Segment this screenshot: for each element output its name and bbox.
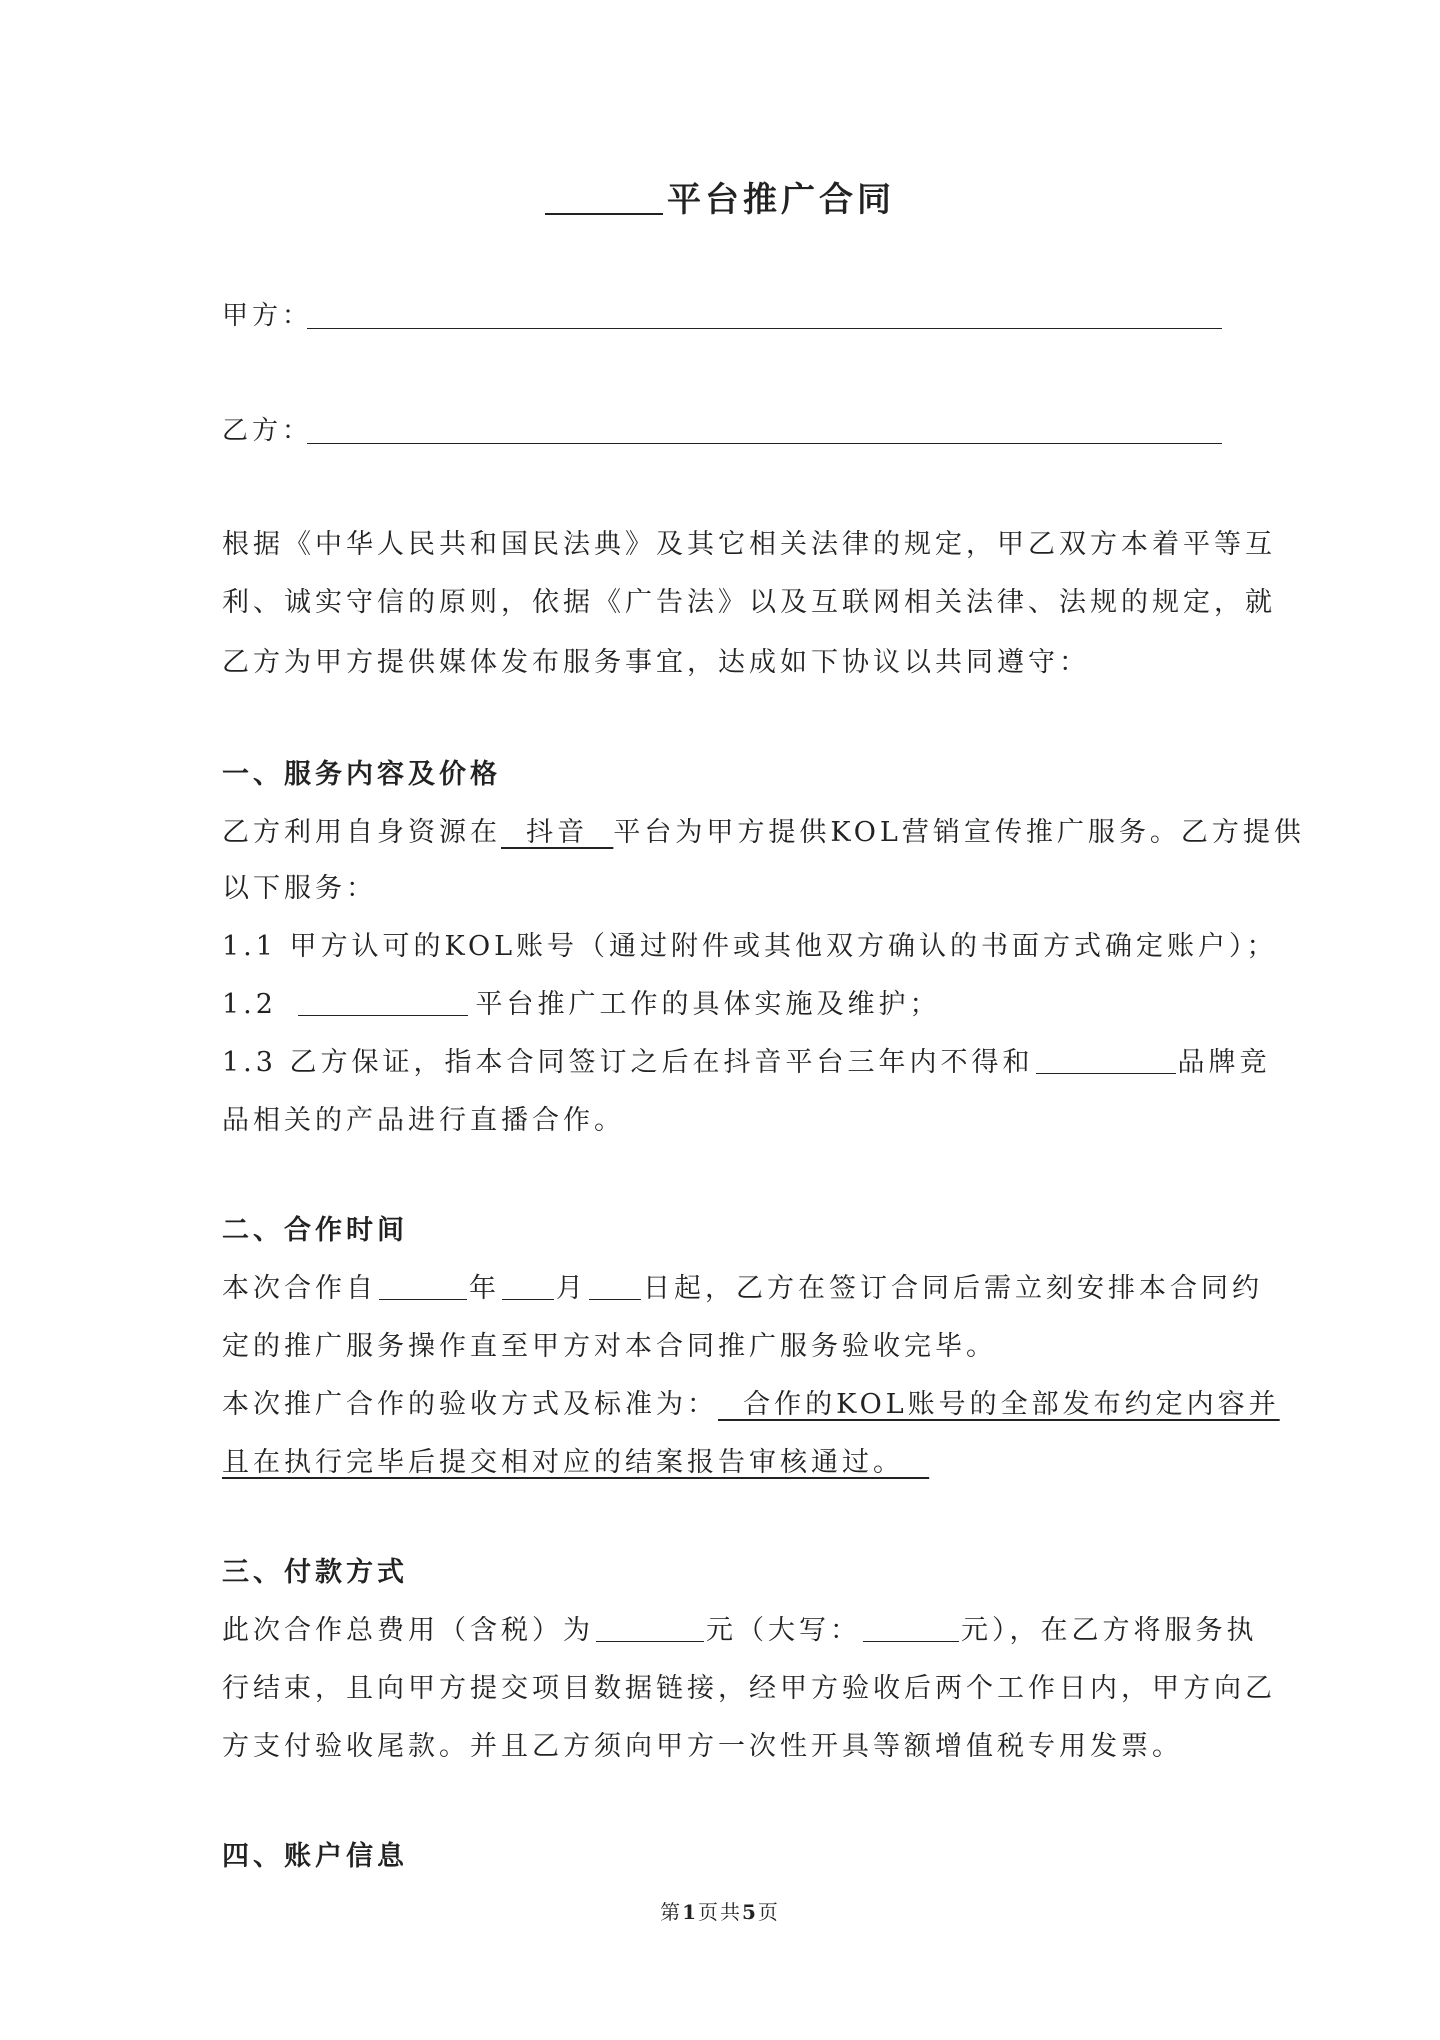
s1-item3-pre: 1.3 乙方保证，指本合同签订之后在抖音平台三年内不得和 — [222, 1047, 1034, 1078]
document-title — [0, 172, 1440, 221]
intro-line-1: 根据《中华人民共和国民法典》及其它相关法律的规定，甲乙双方本着平等互 — [222, 529, 1276, 560]
s1-item2-blank — [298, 987, 468, 1016]
footer-post: 页 — [757, 1900, 780, 1924]
s2-day-blank — [589, 1271, 641, 1300]
section-1-item-3 — [222, 1040, 1271, 1079]
s2-year-label: 年 — [469, 1273, 500, 1304]
s1-l1-post: 平台为甲方提供KOL营销宣传推广服务。乙方提供 — [613, 817, 1305, 848]
s1-platform-value: 抖音 — [501, 817, 614, 848]
title-text: 平台推广合同 — [667, 180, 895, 220]
section-1-item-1: 1.1 甲方认可的KOL账号（通过附件或其他双方确认的书面方式确定账户）； — [222, 931, 1278, 962]
s2-l1-d: 日起，乙方在签订合同后需立刻安排本合同约 — [643, 1273, 1263, 1304]
section-1-line-1 — [222, 810, 1305, 849]
section-3-line-3: 方支付验收尾款。并且乙方须向甲方一次性开具等额增值税专用发票。 — [222, 1731, 1183, 1762]
footer-pre: 第 — [660, 1900, 683, 1924]
section-1-line-2: 以下服务： — [222, 873, 377, 904]
section-1-heading: 一、服务内容及价格 — [222, 759, 501, 790]
s2-l3-pre: 本次推广合作的验收方式及标准为： — [222, 1389, 718, 1420]
title-blank — [545, 213, 663, 215]
footer-mid: 页共 — [698, 1900, 742, 1924]
intro-line-2: 利、诚实守信的原则，依据《广告法》以及互联网相关法律、法规的规定，就 — [222, 587, 1276, 618]
section-2-line-1 — [222, 1266, 1263, 1305]
page-footer — [0, 1896, 1440, 1925]
section-3-heading: 三、付款方式 — [222, 1557, 408, 1588]
party-b-label: 乙方： — [222, 416, 313, 446]
party-a-line — [307, 328, 1222, 329]
s2-acceptance-criteria-2: 且在执行完毕后提交相对应的结案报告审核通过。 — [222, 1447, 930, 1478]
s2-month-blank — [502, 1271, 554, 1300]
party-b-line — [307, 443, 1222, 444]
section-1-item-3-line-2: 品相关的产品进行直播合作。 — [222, 1105, 625, 1136]
section-2-heading: 二、合作时间 — [222, 1215, 408, 1246]
section-3-line-2: 行结束，且向甲方提交项目数据链接，经甲方验收后两个工作日内，甲方向乙 — [222, 1673, 1276, 1704]
s3-l1-c: 元），在乙方将服务执 — [961, 1615, 1258, 1646]
s1-item3-blank — [1036, 1045, 1176, 1074]
s2-l1-a: 本次合作自 — [222, 1273, 377, 1304]
s2-month-label: 月 — [556, 1273, 587, 1304]
section-3-line-1 — [222, 1608, 1258, 1647]
section-2-line-3 — [222, 1382, 1280, 1421]
section-2-line-4 — [222, 1440, 1232, 1479]
s3-l1-a: 此次合作总费用（含税）为 — [222, 1615, 594, 1646]
section-2-line-2: 定的推广服务操作直至甲方对本合同推广服务验收完毕。 — [222, 1331, 997, 1362]
intro-line-3: 乙方为甲方提供媒体发布服务事宜，达成如下协议以共同遵守： — [222, 647, 1090, 678]
s3-amount-blank — [596, 1613, 704, 1642]
s1-item2-post: 平台推广工作的具体实施及维护； — [475, 989, 941, 1020]
party-b-field — [222, 410, 1222, 450]
s1-item2-pre: 1.2 — [222, 989, 290, 1020]
footer-total-pages: 5 — [742, 1900, 758, 1924]
footer-page-number: 1 — [682, 1900, 698, 1924]
s2-acceptance-criteria-1: 合作的KOL账号的全部发布约定内容并 — [718, 1389, 1280, 1420]
s2-year-blank — [379, 1271, 467, 1300]
party-a-field — [222, 295, 1222, 335]
s1-l1-pre: 乙方利用自身资源在 — [222, 817, 501, 848]
s3-amount-words-blank — [863, 1613, 959, 1642]
section-4-heading: 四、账户信息 — [222, 1841, 408, 1872]
s1-item3-post: 品牌竞 — [1177, 1047, 1271, 1078]
s3-l1-b: 元（大写： — [706, 1615, 861, 1646]
party-a-label: 甲方： — [222, 301, 313, 331]
section-1-item-2 — [222, 982, 1232, 1021]
